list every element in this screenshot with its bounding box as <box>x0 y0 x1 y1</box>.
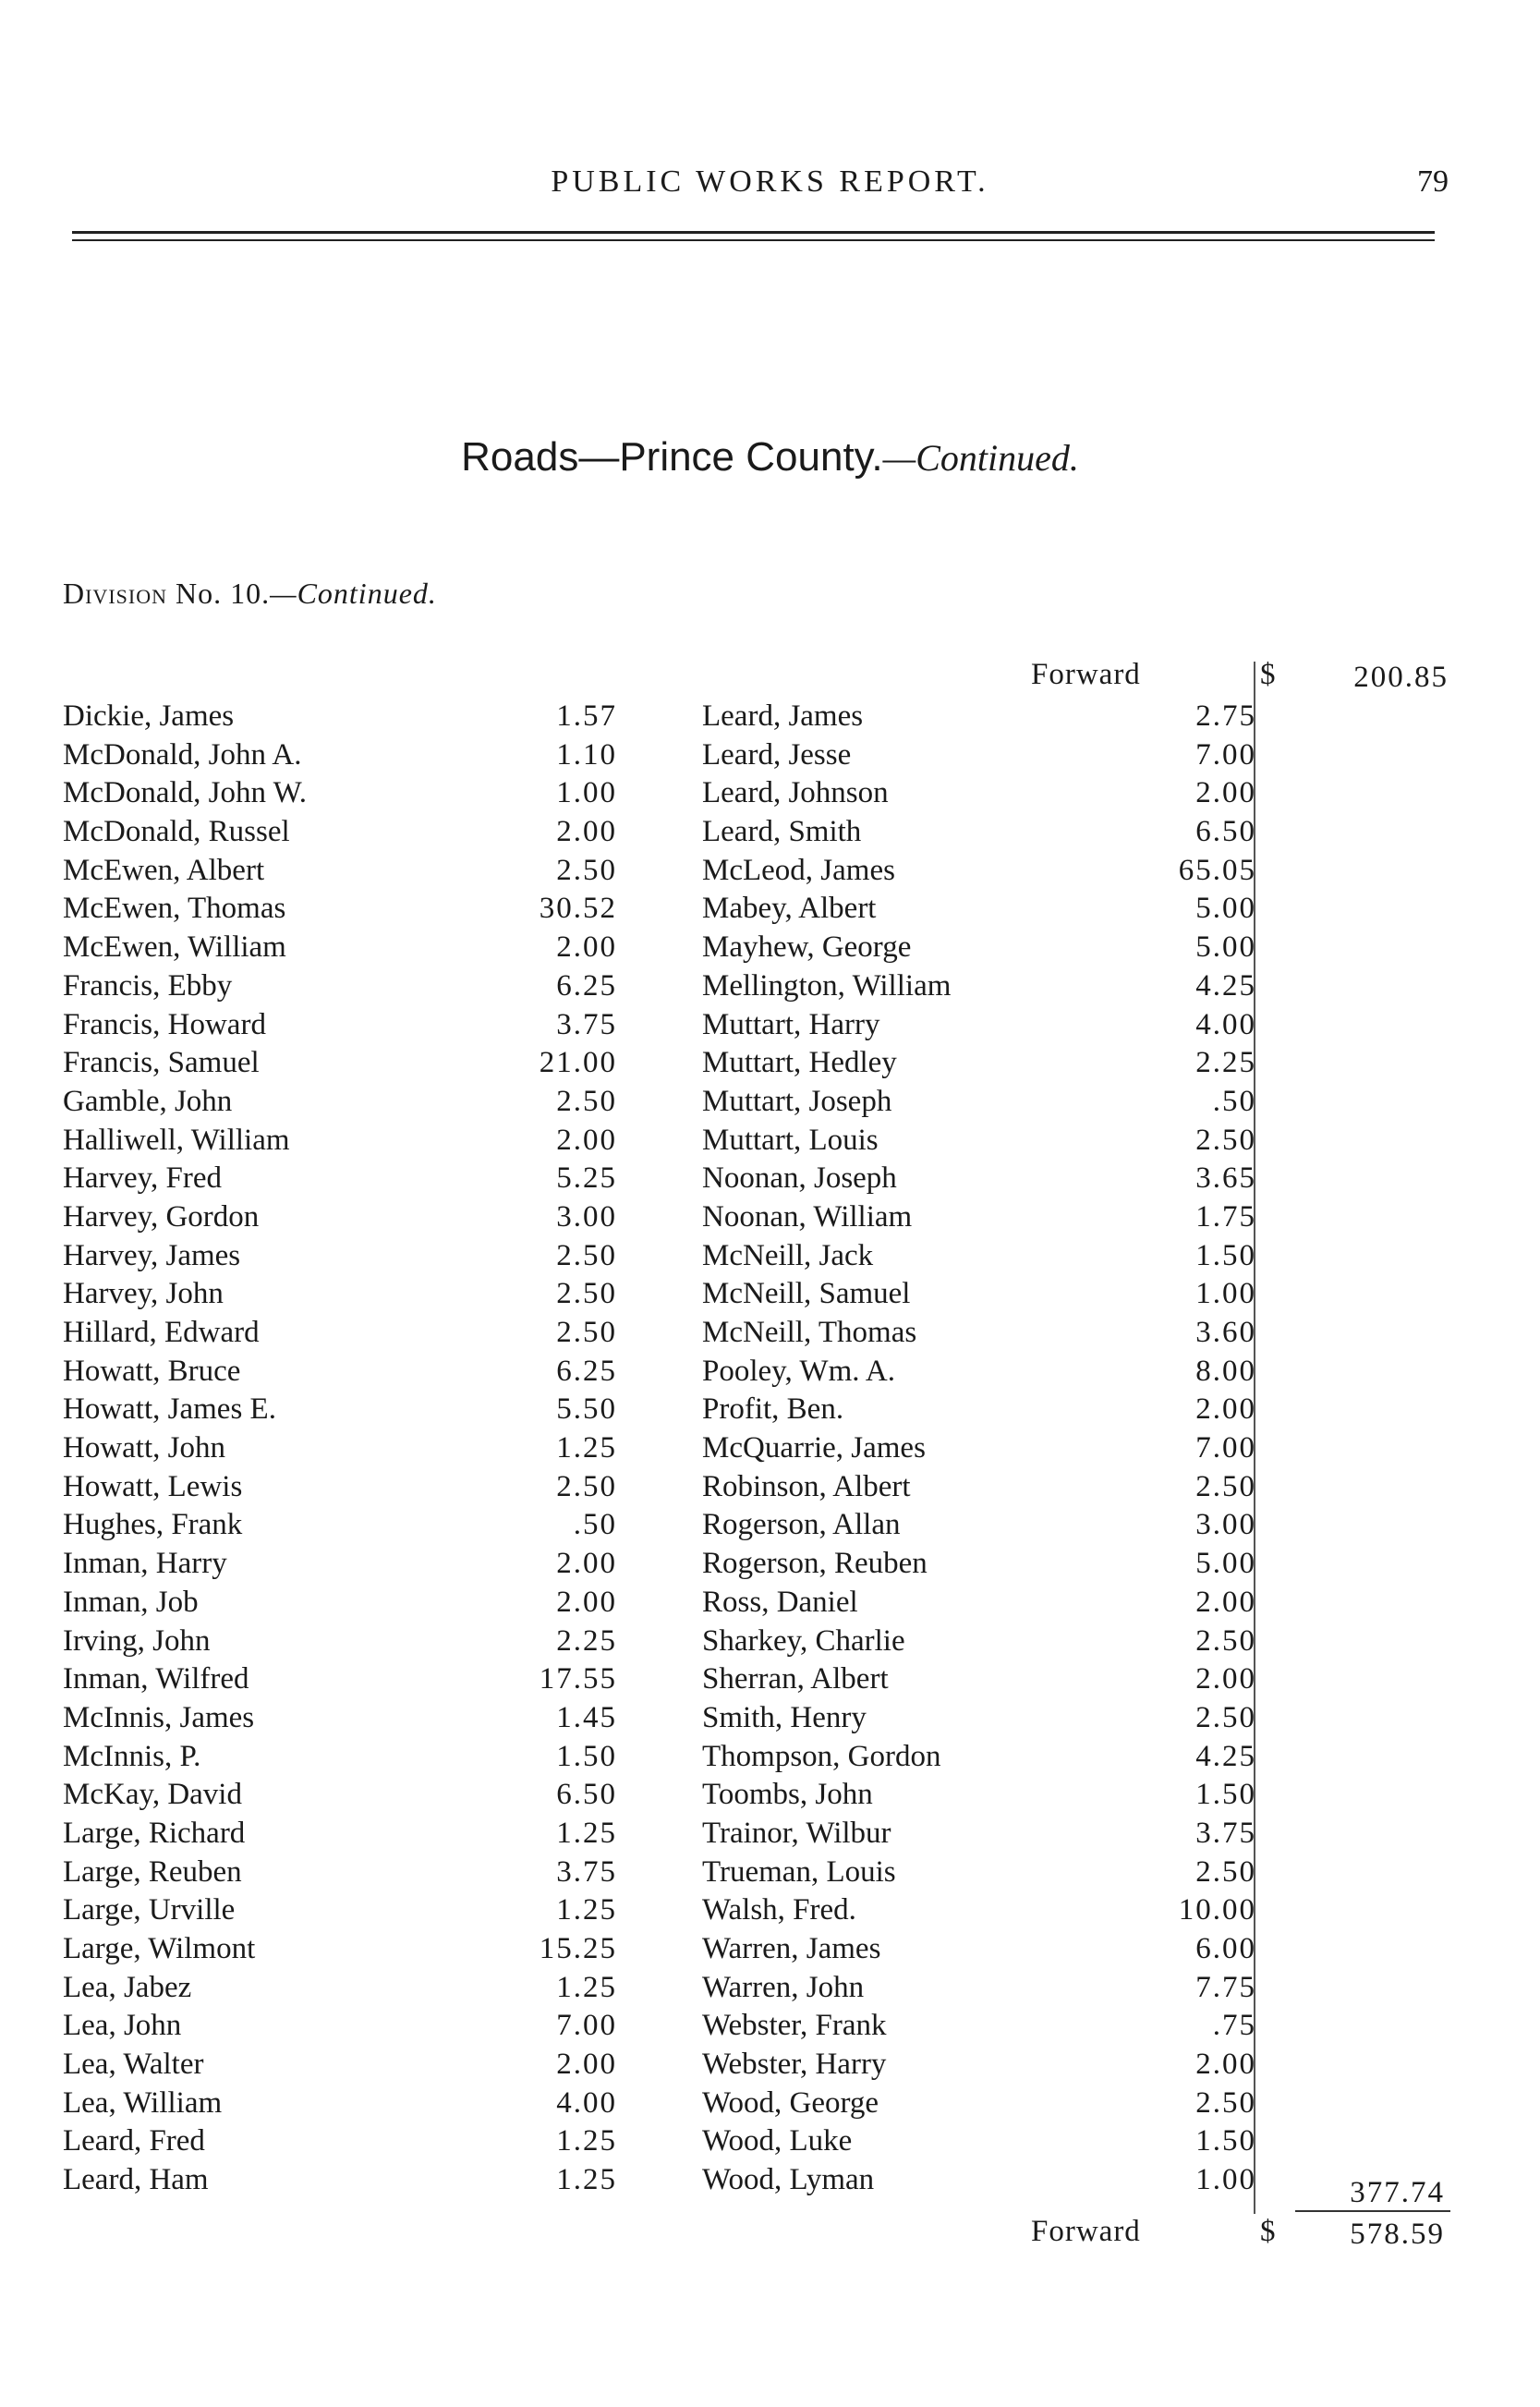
list-item <box>63 1623 617 1661</box>
list-item <box>702 1314 1256 1353</box>
entry-amount: 2.50 <box>1195 1700 1256 1734</box>
entry-amount: 3.60 <box>1195 1316 1256 1349</box>
list-item <box>702 1506 1256 1545</box>
entry-amount: 2.50 <box>1195 1469 1256 1503</box>
entry-name: Noonan, William <box>702 1199 913 1234</box>
entry-amount: 5.00 <box>1195 930 1256 965</box>
entry-amount: 1.00 <box>1195 2163 1256 2197</box>
list-item <box>63 2046 617 2085</box>
entry-amount: 5.00 <box>1195 892 1256 926</box>
entry-name: Inman, Harry <box>63 1547 227 1581</box>
entry-amount: 2.50 <box>1195 1623 1256 1658</box>
entry-amount: 1.50 <box>1195 1238 1256 1272</box>
entry-name: Large, Urville <box>63 1893 236 1927</box>
entry-amount: 21.00 <box>539 1046 617 1080</box>
list-item <box>63 2007 617 2046</box>
list-item <box>702 852 1256 891</box>
entry-name: Toombs, John <box>702 1778 873 1812</box>
entry-amount: 1.50 <box>556 1739 617 1773</box>
entry-name: McNeill, Samuel <box>702 1277 911 1311</box>
list-item <box>63 852 617 891</box>
entry-amount: 2.25 <box>1195 1046 1256 1080</box>
entry-amount: 6.25 <box>556 1354 617 1388</box>
entry-name: Webster, Frank <box>702 2009 887 2043</box>
entry-name: Muttart, Harry <box>702 1007 880 1041</box>
entry-name: McEwen, Albert <box>63 853 265 887</box>
entry-amount: 3.75 <box>556 1007 617 1041</box>
entry-name: Webster, Harry <box>702 2048 887 2082</box>
entry-name: Lea, John <box>63 2009 182 2043</box>
list-item <box>63 1969 617 2008</box>
entry-name: Leard, Ham <box>63 2163 209 2197</box>
entry-amount: 4.00 <box>556 2085 617 2120</box>
entry-name: McInnis, P. <box>63 1739 201 1773</box>
entry-name: Howatt, John <box>63 1431 225 1465</box>
entry-name: Francis, Ebby <box>63 968 233 1003</box>
list-item <box>63 1930 617 1969</box>
list-item <box>63 1776 617 1815</box>
entry-name: McDonald, John A. <box>63 737 302 772</box>
entry-amount: 1.50 <box>1195 2124 1256 2158</box>
entry-amount: 4.25 <box>1195 968 1256 1003</box>
list-item <box>702 1623 1256 1661</box>
section-title-text: Roads—Prince County. <box>461 434 883 480</box>
list-item <box>63 1275 617 1314</box>
entry-name: Thompson, Gordon <box>702 1739 941 1773</box>
entry-name: Profit, Ben. <box>702 1392 844 1427</box>
entry-amount: 2.00 <box>556 1123 617 1157</box>
entry-name: Pooley, Wm. A. <box>702 1354 896 1388</box>
entry-name: Rogerson, Reuben <box>702 1547 928 1581</box>
entry-name: Muttart, Louis <box>702 1123 879 1157</box>
list-item <box>63 929 617 967</box>
entry-name: Howatt, James E. <box>63 1392 276 1427</box>
entry-amount: 2.00 <box>1195 2048 1256 2082</box>
subtotal-rule <box>1295 2210 1450 2212</box>
list-item <box>702 1738 1256 1777</box>
entry-name: Wood, Lyman <box>702 2163 875 2197</box>
entry-amount: 4.00 <box>1195 1007 1256 1041</box>
list-item <box>702 1854 1256 1892</box>
entry-amount: 2.50 <box>556 1316 617 1349</box>
entry-name: Mabey, Albert <box>702 892 877 926</box>
dollar-sign-bottom: $ <box>1260 2215 1276 2248</box>
list-item <box>63 1353 617 1392</box>
list-item <box>702 736 1256 775</box>
entry-name: Dickie, James <box>63 699 235 733</box>
list-item <box>63 1854 617 1892</box>
entry-amount: 6.25 <box>556 968 617 1003</box>
division-continued: —Continued. <box>270 577 437 610</box>
list-item <box>63 1468 617 1507</box>
list-item <box>702 890 1256 929</box>
list-item <box>63 1506 617 1545</box>
entry-amount: 1.25 <box>556 1816 617 1850</box>
entry-name: Howatt, Lewis <box>63 1469 243 1503</box>
entry-name: Sharkey, Charlie <box>702 1623 905 1658</box>
entry-amount: 15.25 <box>539 1932 617 1965</box>
entry-amount: 2.00 <box>1195 776 1256 810</box>
entry-amount: 1.50 <box>1195 1778 1256 1812</box>
entry-name: Warren, John <box>702 1970 865 2004</box>
entry-amount: 17.55 <box>539 1662 617 1696</box>
list-item <box>63 1044 617 1083</box>
entry-amount: 2.50 <box>1195 1854 1256 1889</box>
entry-name: Leard, Jesse <box>702 737 852 772</box>
list-item <box>63 967 617 1006</box>
entry-amount: 1.10 <box>556 737 617 772</box>
list-item <box>702 1969 1256 2008</box>
list-item <box>63 1815 617 1854</box>
list-item <box>702 1237 1256 1276</box>
entry-amount: 2.00 <box>1195 1662 1256 1696</box>
list-item <box>702 1006 1256 1045</box>
list-item <box>63 2161 617 2200</box>
entry-name: McKay, David <box>63 1778 242 1812</box>
list-item <box>63 1391 617 1429</box>
entry-amount: 7.75 <box>1195 1970 1256 2004</box>
division-number: No. 10. <box>176 577 271 610</box>
entry-name: Irving, John <box>63 1623 211 1658</box>
entry-amount: 3.75 <box>1195 1816 1256 1850</box>
list-item <box>702 698 1256 736</box>
list-item <box>63 774 617 813</box>
entry-name: Leard, Fred <box>63 2124 205 2158</box>
entry-amount: 2.00 <box>1195 1585 1256 1619</box>
entry-amount: 2.00 <box>556 1547 617 1581</box>
list-item <box>702 967 1256 1006</box>
entry-name: Harvey, John <box>63 1277 224 1311</box>
entry-name: Rogerson, Allan <box>702 1508 901 1542</box>
entry-name: Large, Reuben <box>63 1854 242 1889</box>
list-item <box>63 1083 617 1122</box>
entry-name: McLeod, James <box>702 853 895 887</box>
entry-name: McDonald, Russel <box>63 815 290 849</box>
entry-name: Francis, Howard <box>63 1007 266 1041</box>
entry-amount: 1.25 <box>556 1893 617 1927</box>
list-item <box>702 2046 1256 2085</box>
list-item <box>63 1314 617 1353</box>
entry-name: Hillard, Edward <box>63 1316 260 1349</box>
list-item <box>702 1660 1256 1699</box>
entry-amount: 2.25 <box>556 1623 617 1658</box>
list-item <box>63 1738 617 1777</box>
entry-name: Mayhew, George <box>702 930 912 965</box>
list-item <box>63 1891 617 1930</box>
page-number: 79 <box>1417 164 1449 199</box>
list-item <box>63 1429 617 1468</box>
list-item <box>702 1930 1256 1969</box>
entry-name: McNeill, Thomas <box>702 1316 917 1349</box>
entry-name: Francis, Samuel <box>63 1046 260 1080</box>
entry-name: Large, Richard <box>63 1816 246 1850</box>
entry-amount: 1.00 <box>556 776 617 810</box>
entry-name: Trueman, Louis <box>702 1854 896 1889</box>
entry-name: Walsh, Fred. <box>702 1893 856 1927</box>
section-continued: —Continued. <box>882 437 1079 479</box>
list-item <box>702 1776 1256 1815</box>
entry-name: Sherran, Albert <box>702 1662 889 1696</box>
list-item <box>702 1468 1256 1507</box>
right-column <box>702 698 1256 2200</box>
list-item <box>63 1198 617 1237</box>
forward-amount-bottom: 578.59 <box>1350 2218 1445 2251</box>
entry-name: Warren, James <box>702 1932 881 1965</box>
list-item <box>63 2085 617 2123</box>
list-item <box>702 1429 1256 1468</box>
entry-amount: 7.00 <box>556 2009 617 2043</box>
entry-amount: 5.50 <box>556 1392 617 1427</box>
header-rule-top <box>72 231 1435 234</box>
list-item <box>702 1198 1256 1237</box>
entry-name: Harvey, Gordon <box>63 1199 260 1234</box>
entry-amount: 2.50 <box>556 853 617 887</box>
list-item <box>63 1545 617 1584</box>
division-prefix: Division <box>63 577 167 610</box>
entry-amount: 1.25 <box>556 2163 617 2197</box>
list-item <box>702 1545 1256 1584</box>
entry-name: Muttart, Hedley <box>702 1046 897 1080</box>
entry-name: Robinson, Albert <box>702 1469 911 1503</box>
running-header: PUBLIC WORKS REPORT. <box>551 164 989 199</box>
list-item <box>702 2122 1256 2161</box>
entry-amount: 2.50 <box>556 1469 617 1503</box>
entry-name: Halliwell, William <box>63 1123 290 1157</box>
entry-name: Gamble, John <box>63 1084 233 1118</box>
entry-name: Wood, George <box>702 2085 879 2120</box>
entry-amount: 1.00 <box>1195 1277 1256 1311</box>
list-item <box>702 1083 1256 1122</box>
entry-amount: 1.57 <box>556 699 617 733</box>
entry-name: Mellington, William <box>702 968 952 1003</box>
entry-amount: 7.00 <box>1195 1431 1256 1465</box>
list-item <box>702 929 1256 967</box>
entry-amount: 8.00 <box>1195 1354 1256 1388</box>
entry-name: Inman, Job <box>63 1585 199 1619</box>
list-item <box>702 1122 1256 1161</box>
entry-amount: 3.00 <box>556 1199 617 1234</box>
entry-name: Muttart, Joseph <box>702 1084 892 1118</box>
list-item <box>702 2085 1256 2123</box>
list-item <box>702 774 1256 813</box>
entry-amount: 1.25 <box>556 1431 617 1465</box>
entry-amount: 7.00 <box>1195 737 1256 772</box>
list-item <box>63 1699 617 1738</box>
list-item <box>702 1275 1256 1314</box>
list-item <box>702 1160 1256 1198</box>
section-title <box>0 434 1540 480</box>
entry-name: McInnis, James <box>63 1700 255 1734</box>
list-item <box>63 1584 617 1623</box>
list-item <box>702 1584 1256 1623</box>
entry-amount: 4.25 <box>1195 1739 1256 1773</box>
entry-name: Lea, William <box>63 2085 223 2120</box>
entry-name: Leard, Johnson <box>702 776 889 810</box>
entry-name: Harvey, Fred <box>63 1161 222 1196</box>
entry-amount: 6.50 <box>556 1778 617 1812</box>
entry-amount: 30.52 <box>539 892 617 926</box>
forward-amount-top: 200.85 <box>1353 661 1449 694</box>
entry-name: Trainor, Wilbur <box>702 1816 891 1850</box>
entry-name: Leard, Smith <box>702 815 862 849</box>
list-item <box>702 813 1256 852</box>
entry-name: Wood, Luke <box>702 2124 853 2158</box>
entry-name: Inman, Wilfred <box>63 1662 249 1696</box>
entry-amount: 2.50 <box>1195 1123 1256 1157</box>
entry-amount: 5.00 <box>1195 1547 1256 1581</box>
forward-label-top: Forward <box>1031 658 1141 691</box>
dollar-sign-top: $ <box>1260 658 1276 691</box>
forward-label-bottom: Forward <box>1031 2215 1141 2248</box>
list-item <box>702 1391 1256 1429</box>
list-item <box>63 1237 617 1276</box>
entry-amount: 2.75 <box>1195 699 1256 733</box>
list-item <box>63 736 617 775</box>
list-item <box>702 1891 1256 1930</box>
entry-amount: 2.00 <box>1195 1392 1256 1427</box>
entry-amount: 3.65 <box>1195 1161 1256 1196</box>
entry-amount: 2.00 <box>556 2048 617 2082</box>
list-item <box>63 1122 617 1161</box>
header-rule-bottom <box>72 239 1435 241</box>
entry-name: Hughes, Frank <box>63 1508 243 1542</box>
entry-amount: 2.50 <box>556 1277 617 1311</box>
entry-amount: 3.75 <box>556 1854 617 1889</box>
entry-amount: 1.75 <box>1195 1199 1256 1234</box>
entry-amount: 2.50 <box>1195 2085 1256 2120</box>
entry-name: Leard, James <box>702 699 864 733</box>
list-item <box>702 1353 1256 1392</box>
list-item <box>63 1006 617 1045</box>
entry-name: McEwen, Thomas <box>63 892 286 926</box>
list-item <box>63 1660 617 1699</box>
list-item <box>63 698 617 736</box>
entry-amount: .50 <box>573 1508 617 1542</box>
list-item <box>63 2122 617 2161</box>
entry-amount: 65.05 <box>1178 853 1256 887</box>
list-item <box>702 2161 1256 2200</box>
entry-amount: 6.00 <box>1195 1932 1256 1965</box>
entry-name: McEwen, William <box>63 930 286 965</box>
entry-amount: 3.00 <box>1195 1508 1256 1542</box>
entry-name: Noonan, Joseph <box>702 1161 897 1196</box>
entry-amount: .75 <box>1212 2009 1256 2043</box>
list-item <box>702 1044 1256 1083</box>
entry-name: Large, Wilmont <box>63 1932 256 1965</box>
entry-amount: 2.00 <box>556 930 617 965</box>
list-item <box>702 1815 1256 1854</box>
list-item <box>63 813 617 852</box>
entry-amount: 1.25 <box>556 2124 617 2158</box>
entry-name: Smith, Henry <box>702 1700 867 1734</box>
entry-amount: 2.50 <box>556 1238 617 1272</box>
division-heading <box>63 577 437 611</box>
list-item <box>702 2007 1256 2046</box>
list-item <box>702 1699 1256 1738</box>
entry-name: McQuarrie, James <box>702 1431 926 1465</box>
entry-amount: 2.00 <box>556 815 617 849</box>
subtotal-amount: 377.74 <box>1350 2176 1445 2209</box>
entry-amount: 5.25 <box>556 1161 617 1196</box>
left-column <box>63 698 617 2200</box>
entry-amount: 1.45 <box>556 1700 617 1734</box>
entry-name: Lea, Jabez <box>63 1970 192 2004</box>
entry-amount: 2.50 <box>556 1084 617 1118</box>
entry-amount: 1.25 <box>556 1970 617 2004</box>
entry-name: Lea, Walter <box>63 2048 204 2082</box>
entry-name: Harvey, James <box>63 1238 241 1272</box>
entry-amount: 2.00 <box>556 1585 617 1619</box>
entry-amount: 10.00 <box>1178 1893 1256 1927</box>
entry-name: Howatt, Bruce <box>63 1354 241 1388</box>
entry-amount: 6.50 <box>1195 815 1256 849</box>
entry-name: Ross, Daniel <box>702 1585 858 1619</box>
entry-amount: .50 <box>1212 1084 1256 1118</box>
list-item <box>63 1160 617 1198</box>
entry-name: McDonald, John W. <box>63 776 307 810</box>
list-item <box>63 890 617 929</box>
entry-name: McNeill, Jack <box>702 1238 874 1272</box>
